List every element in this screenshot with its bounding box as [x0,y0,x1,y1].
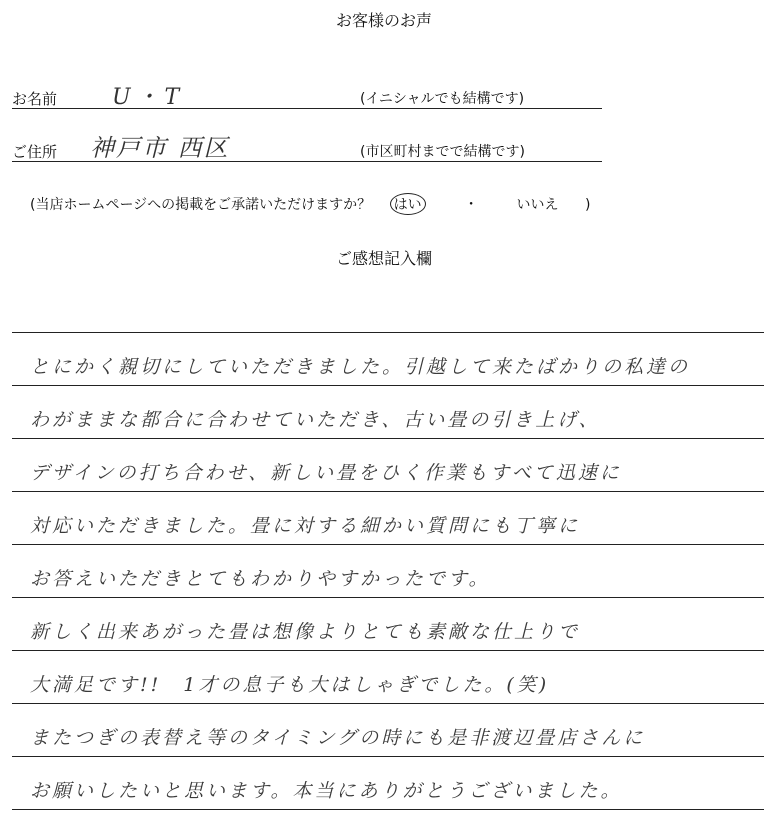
ruled-line [12,491,764,492]
consent-row [30,193,590,215]
comment-line: またつぎの表替え等のタイミングの時にも是非渡辺畳店さんに [30,727,646,749]
comment-line: 大満足です!! 1才の息子も大はしゃぎでした。(笑) [30,674,550,696]
ruled-line [12,544,764,545]
form-title: お客様のお声 [335,11,432,30]
comment-line: 対応いただきました。畳に対する細かい質問にも丁寧に [30,515,581,537]
comment-line: お答えいただきとてもわかりやすかったです。 [30,568,491,590]
ruled-line [12,650,764,651]
comment-line: お願いしたいと思います。本当にありがとうございました。 [30,780,623,802]
name-value: U・T [112,85,186,110]
ruled-line [12,756,764,757]
name-underline [12,108,602,109]
comment-line: 新しく出来あがった畳は想像よりとても素敵な仕上りで [30,621,581,643]
ruled-line [12,438,764,439]
ruled-line [12,385,764,386]
address-note: (市区町村までで結構です) [360,144,525,160]
consent-question: (当店ホームページへの掲載をご承諾いただけますか？ [30,197,372,213]
name-label: お名前 [12,90,58,108]
ruled-line [12,703,764,704]
consent-no-option[interactable]: いいえ [516,197,559,213]
name-note: (イニシャルでも結構です) [360,91,525,107]
address-label: ご住所 [12,143,58,161]
consent-yes-option[interactable]: はい [390,193,426,215]
comment-line: とにかく親切にしていただきました。引越して来たばかりの私達の [30,356,691,378]
comment-line: デザインの打ち合わせ、新しい畳をひく作業もすべて迅速に [30,462,622,484]
ruled-line [12,597,764,598]
comment-line: わがままな都合に合わせていただき、古い畳の引き上げ、 [30,409,601,431]
comment-heading: ご感想記入欄 [335,249,432,268]
address-value: 神戸市 西区 [90,134,230,162]
consent-separator: ・ [464,197,479,213]
ruled-line [12,809,764,810]
ruled-line [12,332,764,333]
consent-close-paren: ) [585,197,591,213]
address-underline [12,161,602,162]
